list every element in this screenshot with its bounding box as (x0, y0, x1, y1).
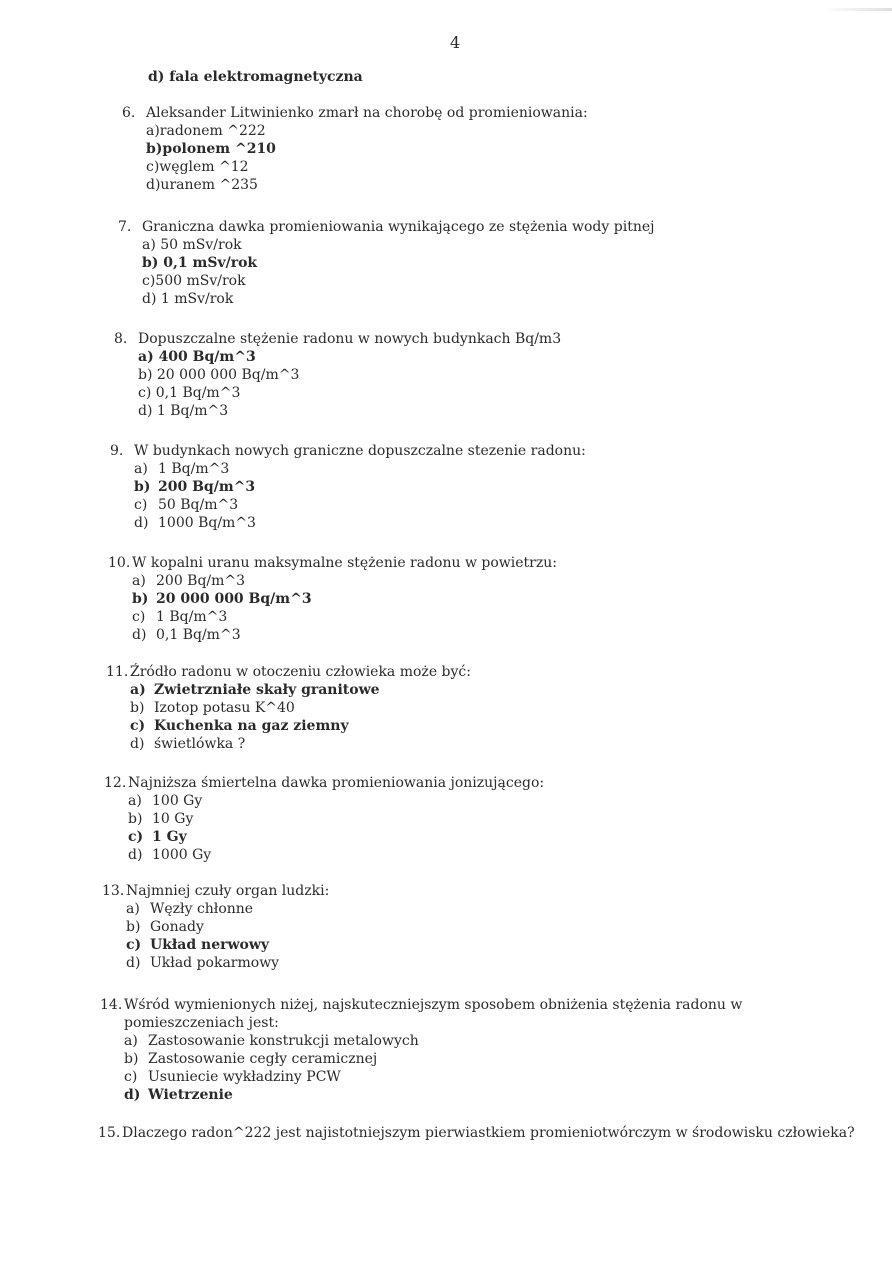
answer-option (126, 900, 329, 918)
answer-text: 1 Gy (152, 829, 187, 845)
answer-letter: d) (130, 736, 145, 752)
answer-letter: a) (124, 1033, 138, 1049)
answer-option (132, 572, 557, 590)
answer-option (130, 699, 471, 717)
answer-list (134, 460, 586, 532)
answer-option (126, 954, 329, 972)
question-text: Źródło radonu w otoczeniu człowieka może być: (130, 664, 471, 680)
question-13 (102, 882, 329, 972)
answer-text: c)500 mSv/rok (142, 273, 246, 289)
correct-answer-option (142, 254, 654, 272)
question-line (118, 218, 654, 236)
question-11 (106, 663, 471, 753)
question-line (98, 1124, 855, 1142)
answer-option (142, 272, 654, 290)
question-number: 9. (110, 443, 124, 459)
answer-letter: c) (134, 497, 148, 513)
answer-letter: b) (134, 479, 151, 495)
answer-letter: b) (126, 919, 141, 935)
answer-option (134, 460, 586, 478)
answer-option (124, 1068, 742, 1086)
question-number: 13. (102, 883, 125, 899)
question-text: Graniczna dawka promieniowania wynikającego ze stężenia wody pitnej (142, 219, 655, 235)
question-number: 15. (98, 1125, 121, 1141)
answer-option (128, 846, 544, 864)
answer-option (138, 402, 561, 420)
answer-text: Gonady (150, 919, 204, 935)
question-text: W budynkach nowych graniczne dopuszczalne stezenie radonu: (134, 443, 586, 459)
question-line (106, 663, 471, 681)
answer-text: 1000 Gy (152, 847, 212, 863)
question-line (114, 330, 561, 348)
answer-letter: b) (124, 1051, 139, 1067)
answer-letter: d) (132, 627, 147, 643)
answer-option (134, 496, 586, 514)
answer-letter: c) (128, 829, 144, 845)
question-number: 7. (118, 219, 132, 235)
answer-list (126, 900, 329, 972)
answer-letter: a) (130, 682, 146, 698)
answer-text: c)węglem ^12 (146, 159, 249, 175)
correct-answer-option (134, 478, 586, 496)
answer-list (138, 348, 561, 420)
question-line (122, 104, 588, 122)
question-14 (100, 996, 742, 1104)
answer-text: Zastosowanie konstrukcji metalowych (148, 1033, 419, 1049)
answer-text: 100 Gy (152, 793, 203, 809)
question-text: Aleksander Litwinienko zmarł na chorobę od promieniowania: (146, 105, 588, 121)
question-7 (118, 218, 654, 308)
answer-letter: c) (132, 609, 146, 625)
answer-text: Węzły chłonne (150, 901, 254, 917)
correct-answer-option (138, 348, 561, 366)
answer-text: 50 Bq/m^3 (158, 497, 239, 513)
question-number: 12. (104, 775, 127, 791)
answer-option (146, 176, 588, 194)
correct-answer-option (130, 717, 471, 735)
correct-answer-option (126, 936, 329, 954)
answer-option (146, 122, 588, 140)
correct-answer-option (132, 590, 557, 608)
answer-text: świetlówka ? (154, 736, 246, 752)
answer-option (142, 290, 654, 308)
answer-letter: b) (130, 700, 145, 716)
correct-answer-option (128, 828, 544, 846)
answer-text: Układ nerwowy (150, 937, 270, 953)
question-number: 8. (114, 331, 128, 347)
question-text-continued: pomieszczeniach jest: (124, 1015, 279, 1031)
question-line (100, 996, 742, 1014)
answer-text: b)polonem ^210 (146, 141, 276, 157)
answer-option (124, 1032, 742, 1050)
answer-text: d) 1 Bq/m^3 (138, 403, 229, 419)
answer-list (130, 681, 471, 753)
answer-letter: d) (124, 1087, 141, 1103)
question-text: W kopalni uranu maksymalne stężenie radonu w powietrzu: (132, 555, 557, 571)
page-number: 4 (450, 33, 461, 52)
answer-text: a) 400 Bq/m^3 (138, 349, 256, 365)
question-number: 14. (100, 997, 123, 1013)
question-12 (104, 774, 544, 864)
answer-list (128, 792, 544, 864)
answer-option (124, 1050, 742, 1068)
question-line (110, 442, 586, 460)
question-text: Najmniej czuły organ ludzki: (126, 883, 330, 899)
answer-option (132, 608, 557, 626)
question-number: 11. (106, 664, 129, 680)
question-6 (122, 104, 588, 194)
answer-letter: d) (134, 515, 149, 531)
question-number: 10. (108, 555, 131, 571)
question-text: Dlaczego radon^222 jest najistotniejszym pierwiastkiem promieniotwórczym w środowisku człowieka? (122, 1125, 855, 1141)
answer-letter: c) (126, 937, 142, 953)
answer-text: c) 0,1 Bq/m^3 (138, 385, 241, 401)
answer-text: 20 000 000 Bq/m^3 (156, 591, 312, 607)
answer-text: Wietrzenie (148, 1087, 233, 1103)
answer-letter: a) (126, 901, 140, 917)
answer-option (138, 366, 561, 384)
answer-text: 0,1 Bq/m^3 (156, 627, 241, 643)
answer-list (142, 236, 654, 308)
correct-answer-option (124, 1086, 742, 1104)
question-15 (98, 1124, 855, 1142)
answer-text: 1 Bq/m^3 (156, 609, 228, 625)
question-number: 6. (122, 105, 136, 121)
answer-text: 200 Bq/m^3 (156, 573, 246, 589)
answer-text: 200 Bq/m^3 (158, 479, 256, 495)
question-line (104, 774, 544, 792)
answer-letter: d) (128, 847, 143, 863)
correct-answer-option (146, 140, 588, 158)
answer-option (138, 384, 561, 402)
answer-option (130, 735, 471, 753)
answer-text: Izotop potasu K^40 (154, 700, 295, 716)
answer-text: b) 0,1 mSv/rok (142, 255, 258, 271)
answer-option (142, 236, 654, 254)
answer-letter: b) (128, 811, 143, 827)
answer-text: d)uranem ^235 (146, 177, 258, 193)
question-9 (110, 442, 586, 532)
question-text: Najniższa śmiertelna dawka promieniowania jonizującego: (128, 775, 545, 791)
question-line (102, 882, 329, 900)
answer-letter: c) (124, 1069, 138, 1085)
answer-letter: d) (126, 955, 141, 971)
correct-answer-option (130, 681, 471, 699)
answer-text: 1000 Bq/m^3 (158, 515, 256, 531)
answer-text: Zwietrzniałe skały granitowe (154, 682, 380, 698)
answer-letter: a) (134, 461, 148, 477)
answer-text: d) 1 mSv/rok (142, 291, 234, 307)
answer-list (146, 122, 588, 194)
answer-list (132, 572, 557, 644)
answer-option (146, 158, 588, 176)
answer-text: Zastosowanie cegły ceramicznej (148, 1051, 378, 1067)
question-text: Wśród wymienionych niżej, najskuteczniejszym sposobem obniżenia stężenia radonu w (124, 997, 743, 1013)
answer-text: a)radonem ^222 (146, 123, 266, 139)
answer-option (128, 792, 544, 810)
question-10 (108, 554, 557, 644)
answer-text: a) 50 mSv/rok (142, 237, 242, 253)
answer-option (128, 810, 544, 828)
answer-letter: c) (130, 718, 146, 734)
answer-letter: a) (132, 573, 146, 589)
answer-option (126, 918, 329, 936)
question-line (108, 554, 557, 572)
carry-over-answer: d) fala elektromagnetyczna (148, 69, 363, 85)
answer-letter: a) (128, 793, 142, 809)
question-text: Dopuszczalne stężenie radonu w nowych budynkach Bq/m3 (138, 331, 562, 347)
answer-text: Usuniecie wykładziny PCW (148, 1069, 341, 1085)
answer-text: 1 Bq/m^3 (158, 461, 230, 477)
answer-text: 10 Gy (152, 811, 194, 827)
answer-option (134, 514, 586, 532)
question-8 (114, 330, 561, 420)
answer-text: b) 20 000 000 Bq/m^3 (138, 367, 300, 383)
answer-text: Kuchenka na gaz ziemny (154, 718, 349, 734)
answer-text: Układ pokarmowy (150, 955, 280, 971)
answer-list (124, 1032, 742, 1104)
scan-edge-mark (822, 8, 892, 11)
answer-option (132, 626, 557, 644)
answer-letter: b) (132, 591, 149, 607)
